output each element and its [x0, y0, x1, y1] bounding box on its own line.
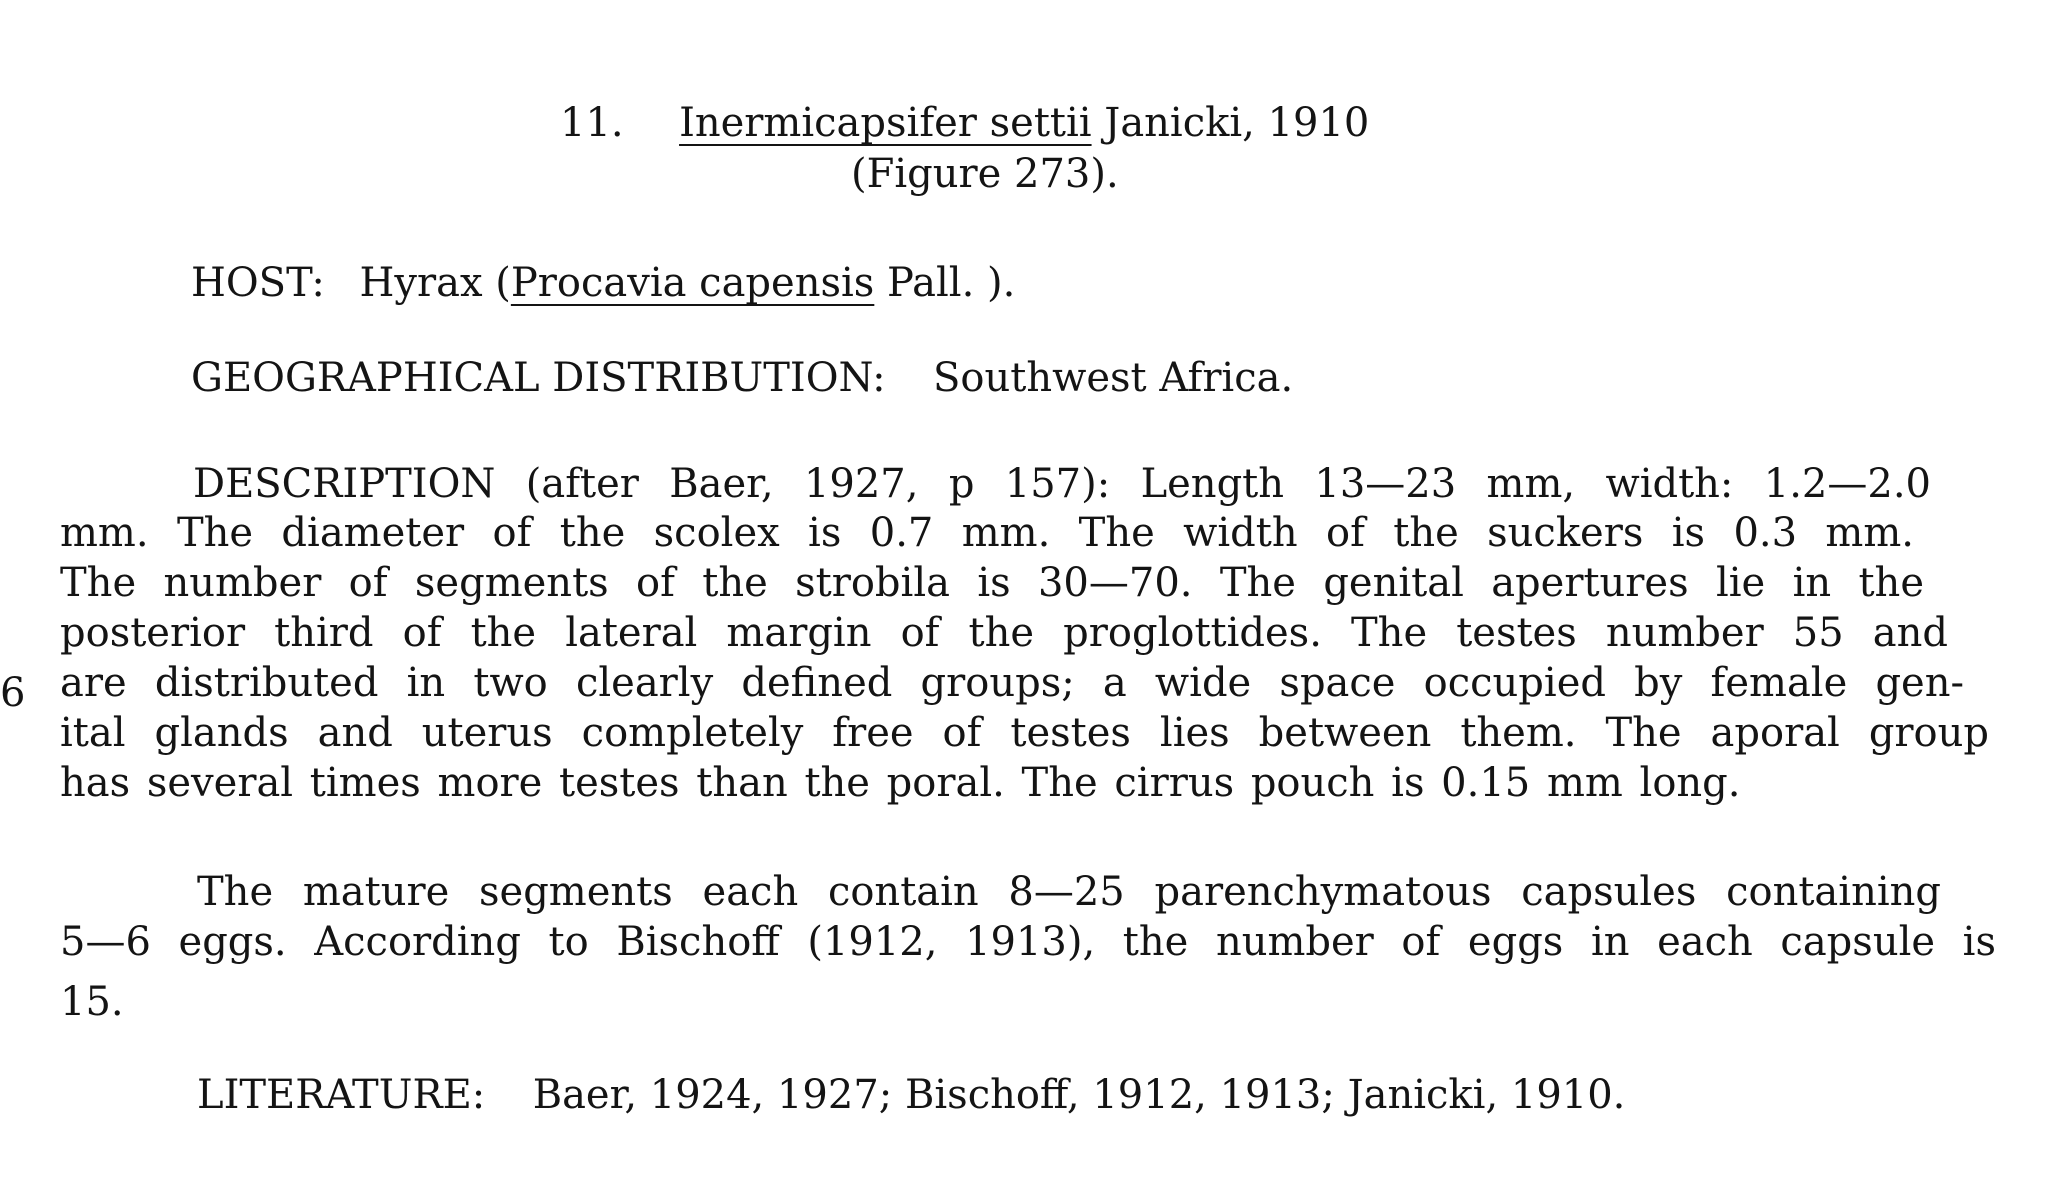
- host-text-after: Pall. ).: [874, 260, 1016, 306]
- description-line-2: mm. The diameter of the scolex is 0.7 mm. The width of the suckers is 0.3 mm.: [60, 510, 1914, 556]
- species-authority: Janicki, 1910: [1104, 100, 1370, 146]
- distribution-line: [191, 355, 1294, 401]
- description-line-3: The number of segments of the strobila is 30—70. The genital apertures lie in the: [60, 560, 1924, 606]
- description-line-7: has several times more testes than the poral. The cirrus pouch is 0.15 mm long.: [60, 760, 1741, 806]
- host-species: Procavia capensis: [510, 260, 875, 306]
- description-line-6: ital glands and uterus completely free of testes lies between them. The aporal group: [60, 710, 1989, 756]
- description-line-1: DESCRIPTION (after Baer, 1927, p 157): Length 13—23 mm, width: 1.2—2.0: [193, 461, 1931, 507]
- host-line: [191, 260, 1016, 306]
- description-line-4: posterior third of the lateral margin of the proglottides. The testes number 55 and: [60, 610, 1948, 656]
- margin-page-number: 6: [0, 670, 26, 716]
- species-name: Inermicapsifer settii: [679, 100, 1092, 146]
- literature-value: Baer, 1924, 1927; Bischoff, 1912, 1913; Janicki, 1910.: [532, 1072, 1626, 1118]
- literature-label: LITERATURE:: [197, 1072, 486, 1118]
- eggs-line-3: 15.: [60, 979, 124, 1025]
- description-line-5: are distributed in two clearly defined groups; a wide space occupied by female gen-: [60, 660, 1964, 706]
- host-text-before: Hyrax (: [359, 260, 511, 306]
- host-label: HOST:: [191, 260, 325, 306]
- eggs-line-2: 5—6 eggs. According to Bischoff (1912, 1913), the number of eggs in each capsule is: [60, 919, 1996, 965]
- species-heading: [560, 100, 1370, 146]
- section-number: 11.: [560, 100, 624, 146]
- distribution-label: GEOGRAPHICAL DISTRIBUTION:: [191, 355, 886, 401]
- eggs-line-1: The mature segments each contain 8—25 parenchymatous capsules containing: [197, 869, 1941, 915]
- distribution-value: Southwest Africa.: [933, 355, 1294, 401]
- literature-line: [197, 1072, 1626, 1118]
- figure-reference: (Figure 273).: [851, 151, 1119, 197]
